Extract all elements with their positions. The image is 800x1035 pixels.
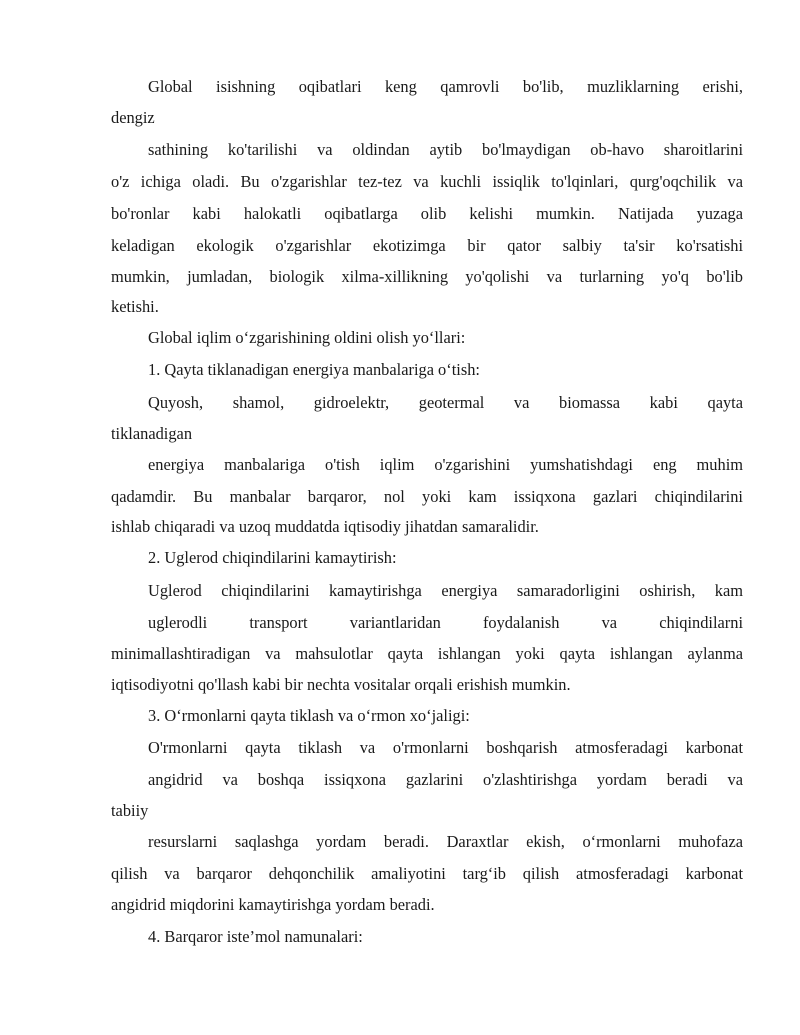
paragraph-line: o'z ichiga oladi. Bu o'zgarishlar tez-tez va kuchli issiqlik to'lqinlari, qurg'oqchilik va (111, 172, 743, 191)
list-heading: 2. Uglerod chiqindilarini kamaytirish: (148, 548, 397, 567)
paragraph-line: qadamdir. Bu manbalar barqaror, nol yoki kam issiqxona gazlari chiqindilarini (111, 487, 743, 506)
paragraph-line: Quyosh, shamol, gidroelektr, geotermal va biomassa kabi qayta (148, 393, 743, 412)
paragraph-line: keladigan ekologik o'zgarishlar ekotizimga bir qator salbiy ta'sir ko'rsatishi (111, 236, 743, 255)
paragraph-line: resurslarni saqlashga yordam beradi. Daraxtlar ekish, o‘rmonlarni muhofaza (148, 832, 743, 851)
paragraph-line: tiklanadigan (111, 424, 193, 443)
paragraph-line: Global isishning oqibatlari keng qamrovli bo'lib, muzliklarning erishi, (148, 77, 743, 96)
list-heading: 1. Qayta tiklanadigan energiya manbalariga o‘tish: (148, 360, 480, 379)
list-heading: 3. O‘rmonlarni qayta tiklash va o‘rmon xo‘jaligi: (148, 706, 470, 725)
paragraph-line: mumkin, jumladan, biologik xilma-xillikning yo'qolishi va turlarning yo'q bo'lib (111, 267, 743, 286)
paragraph-line: O'rmonlarni qayta tiklash va o'rmonlarni boshqarish atmosferadagi karbonat (148, 738, 743, 757)
paragraph-line: bo'ronlar kabi halokatli oqibatlarga olib kelishi mumkin. Natijada yuzaga (111, 204, 743, 223)
paragraph-line: minimallashtiradigan va mahsulotlar qayta ishlangan yoki qayta ishlangan aylanma (111, 644, 743, 663)
list-heading: 4. Barqaror iste’mol namunalari: (148, 927, 363, 946)
paragraph-line: energiya manbalariga o'tish iqlim o'zgarishini yumshatishdagi eng muhim (148, 455, 743, 474)
paragraph-line: ketishi. (111, 297, 159, 316)
paragraph-line: dengiz (111, 108, 155, 127)
paragraph-line: qilish va barqaror dehqonchilik amaliyotini targ‘ib qilish atmosferadagi karbonat (111, 864, 743, 883)
section-heading: Global iqlim o‘zgarishining oldini olish yo‘llari: (148, 328, 466, 347)
paragraph-line: ishlab chiqaradi va uzoq muddatda iqtisodiy jihatdan samaralidir. (111, 517, 539, 536)
paragraph-line: angidrid miqdorini kamaytirishga yordam beradi. (111, 895, 435, 914)
paragraph-line: iqtisodiyotni qo'llash kabi bir nechta vositalar orqali erishish mumkin. (111, 675, 571, 694)
paragraph-line: uglerodli transport variantlaridan foydalanish va chiqindilarni (148, 613, 743, 632)
paragraph-line: Uglerod chiqindilarini kamaytirishga energiya samaradorligini oshirish, kam (148, 581, 743, 600)
paragraph-line: angidrid va boshqa issiqxona gazlarini o'zlashtirishga yordam beradi va (148, 770, 743, 789)
paragraph-line: tabiiy (111, 801, 149, 820)
paragraph-line: sathining ko'tarilishi va oldindan aytib bo'lmaydigan ob-havo sharoitlarini (148, 140, 743, 159)
